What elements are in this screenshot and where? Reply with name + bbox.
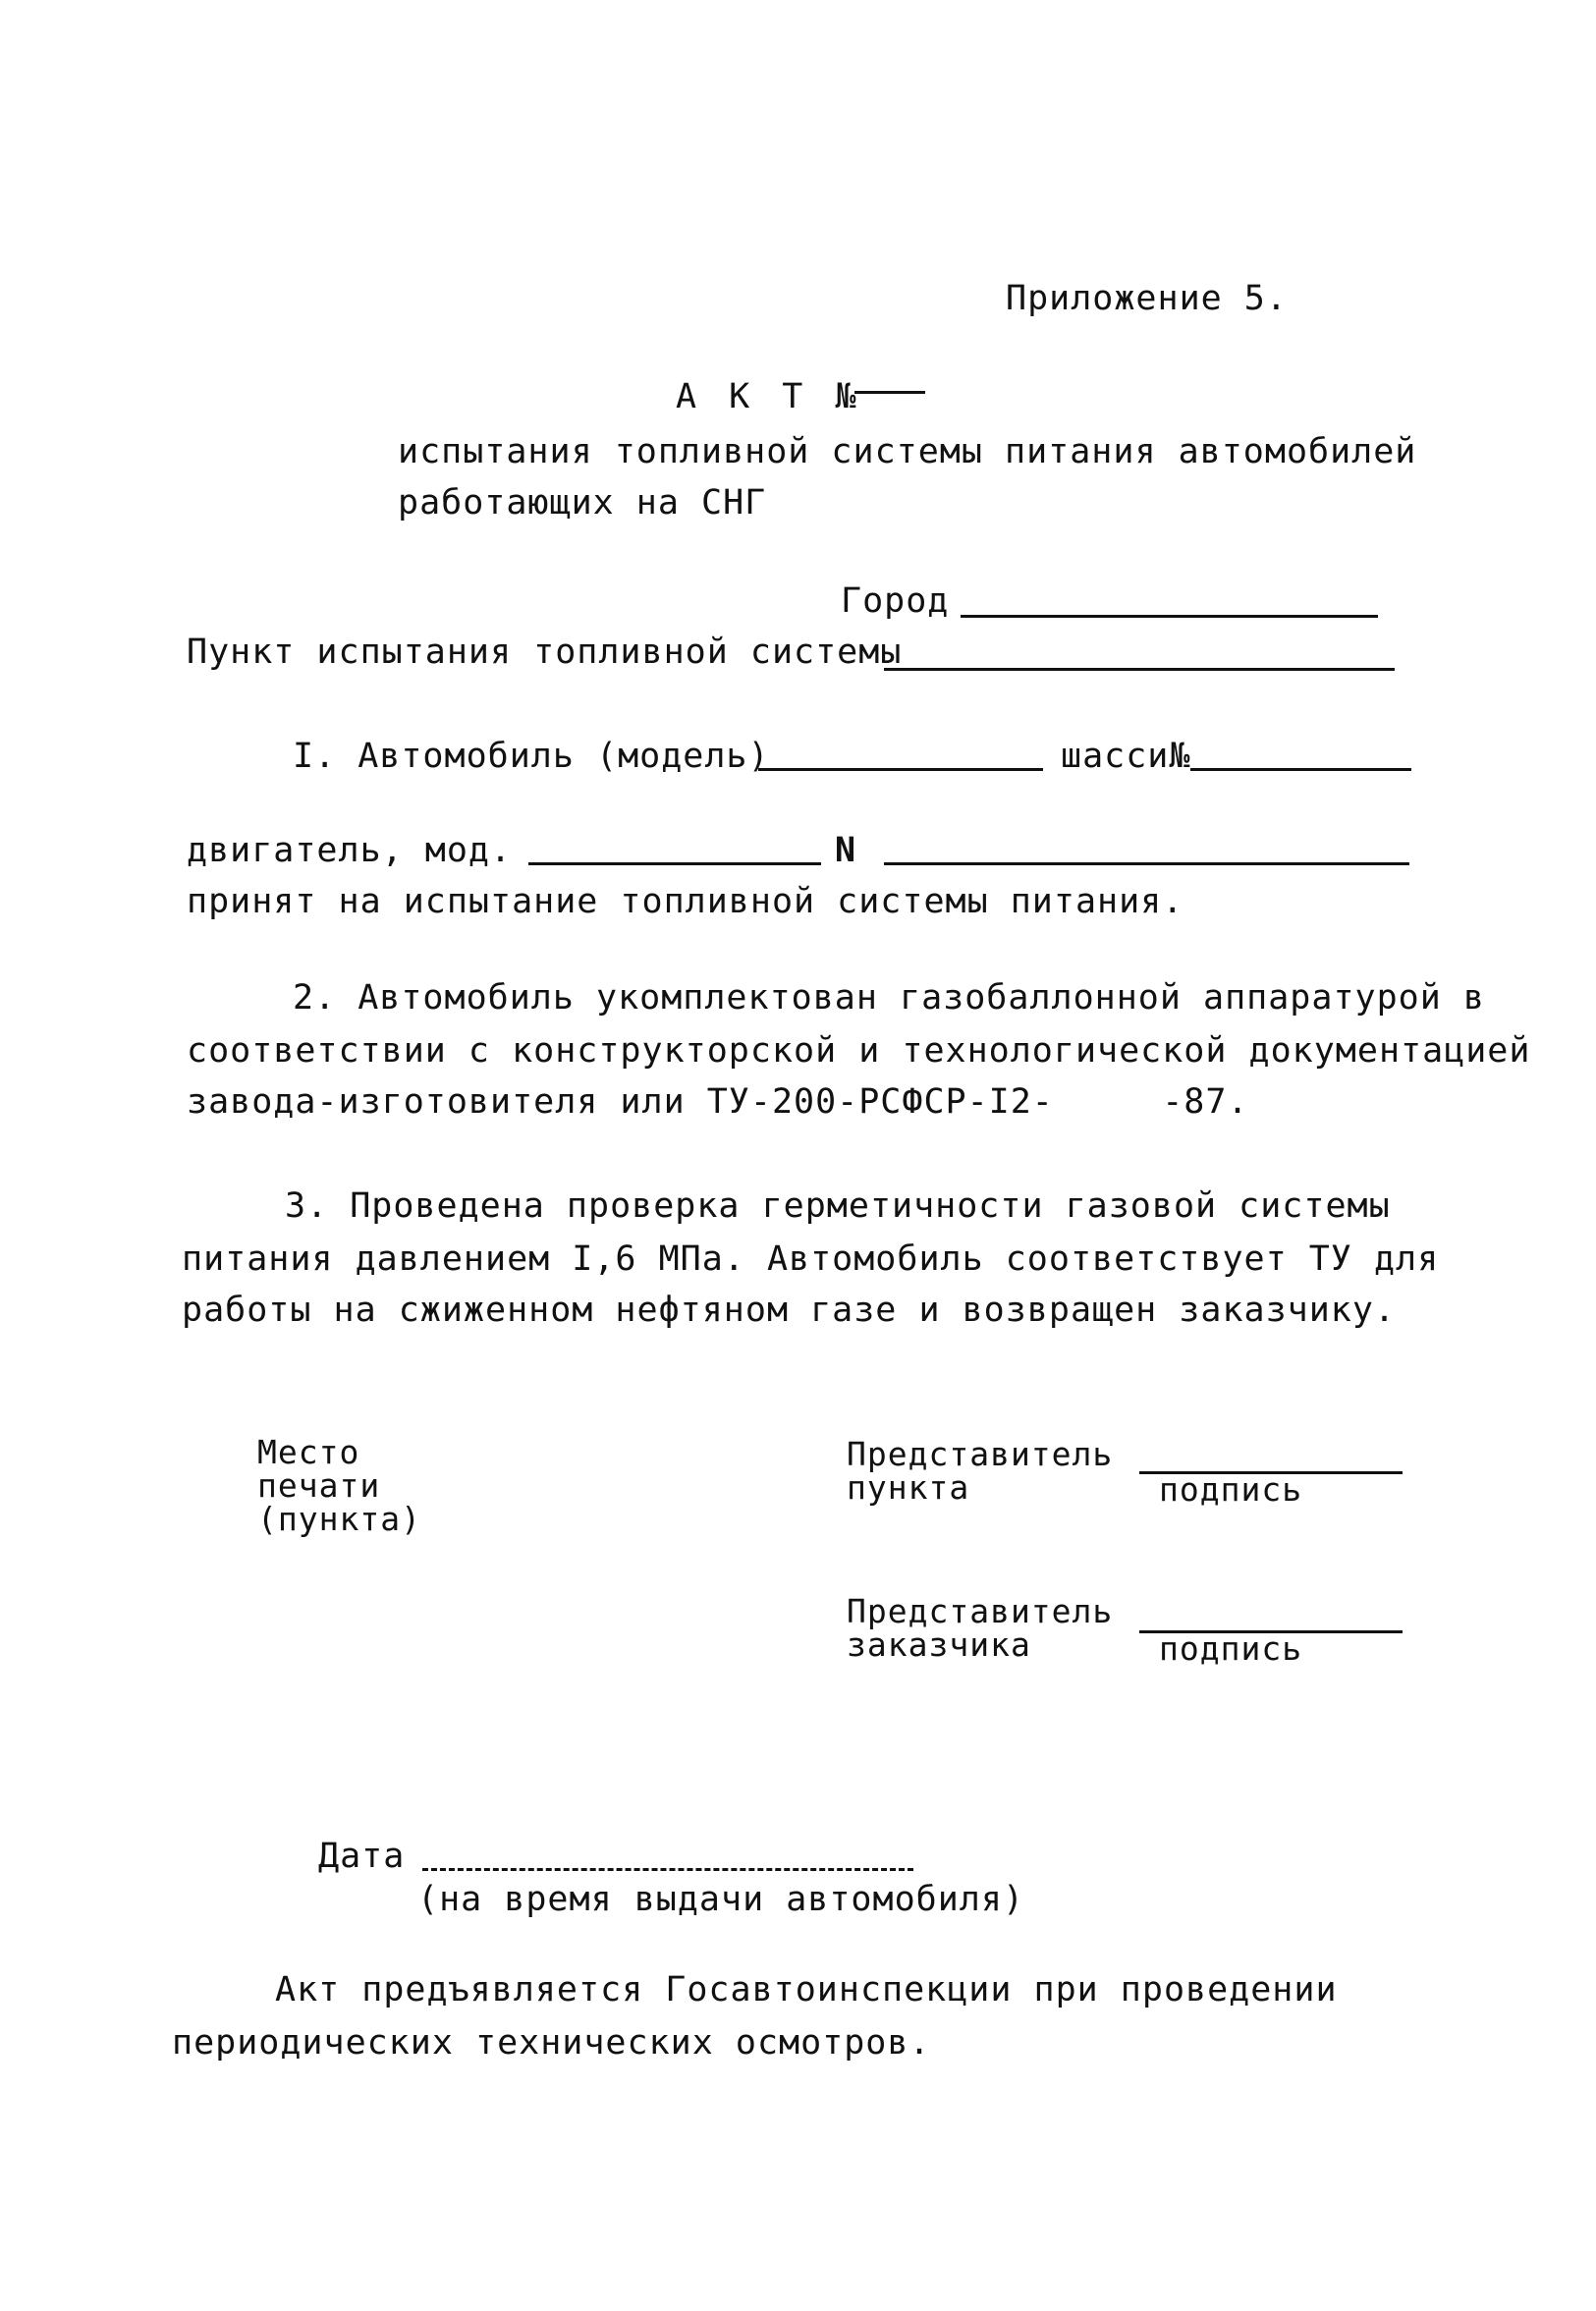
- accepted-text: принят на испытание топливной системы питания.: [187, 882, 1184, 921]
- stamp-line-1: Место: [257, 1433, 360, 1471]
- act-number-blank: [854, 391, 925, 394]
- stamp-line-2: печати: [257, 1466, 381, 1505]
- date-caption: (на время выдачи автомобиля): [417, 1880, 1025, 1919]
- city-blank: [961, 615, 1378, 618]
- engine-model-blank: [528, 862, 821, 865]
- test-point-blank: [884, 668, 1395, 671]
- customer-rep-line-2: заказчика: [847, 1625, 1031, 1664]
- paragraph-3-line-3: работы на сжиженном нефтяном газе и возвращен заказчику.: [182, 1291, 1397, 1330]
- paragraph-2-line-1: 2. Автомобиль укомплектован газобаллонной аппаратурой в: [293, 978, 1485, 1018]
- engine-number-blank: [884, 862, 1409, 865]
- city-label: Город: [841, 581, 950, 621]
- act-subtitle-line2: работающих на СНГ: [398, 483, 767, 523]
- customer-rep-signature-caption: подпись: [1159, 1629, 1303, 1668]
- test-point-label: Пункт испытания топливной системы: [187, 633, 903, 672]
- footer-line-1: Акт предъявляется Госавтоинспекции при проведении: [275, 1970, 1338, 2009]
- point-rep-signature-caption: подпись: [1159, 1470, 1303, 1509]
- car-model-label: I. Автомобиль (модель): [293, 737, 770, 776]
- chassis-label: шасси№: [1061, 737, 1191, 776]
- appendix-label: Приложение 5.: [1006, 279, 1288, 318]
- paragraph-3-line-2: питания давлением I,6 МПа. Автомобиль соответствует ТУ для: [182, 1239, 1440, 1279]
- date-label: Дата: [318, 1837, 406, 1876]
- customer-rep-line-1: Представитель: [847, 1592, 1114, 1630]
- engine-number-label: N: [835, 831, 857, 870]
- act-subtitle-line1: испытания топливной системы питания автомобилей: [398, 432, 1417, 471]
- act-title: А К Т №: [676, 377, 862, 416]
- point-rep-line-2: пункта: [847, 1468, 970, 1507]
- paragraph-2-line-2: соответствии с конструкторской и технологической документацией: [187, 1031, 1531, 1071]
- stamp-line-3: (пункта): [257, 1500, 421, 1538]
- footer-line-2: периодических технических осмотров.: [172, 2023, 931, 2063]
- paragraph-2-line-3: завода-изготовителя или ТУ-200-РСФСР-I2- -87.: [187, 1082, 1249, 1122]
- engine-label: двигатель, мод.: [187, 831, 513, 870]
- car-model-blank: [758, 768, 1043, 771]
- date-blank: [422, 1868, 913, 1871]
- chassis-blank: [1190, 768, 1411, 771]
- point-rep-line-1: Представитель: [847, 1435, 1114, 1473]
- paragraph-3-line-1: 3. Проведена проверка герметичности газовой системы: [285, 1186, 1391, 1226]
